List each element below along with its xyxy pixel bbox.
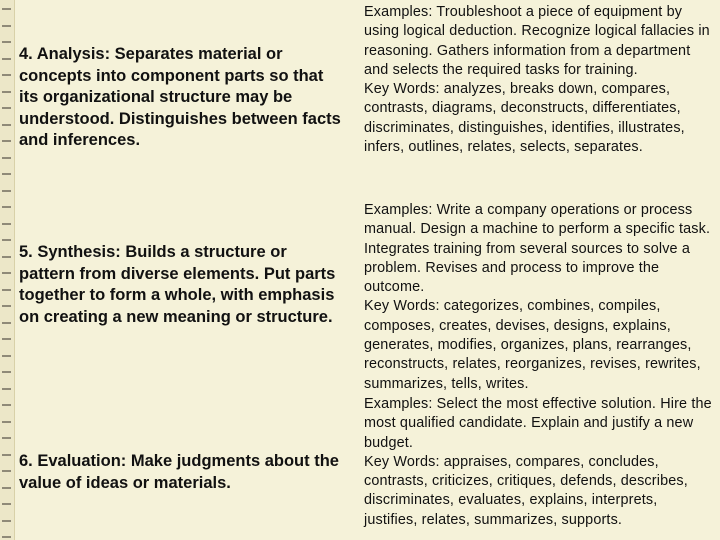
table-row bbox=[0, 197, 720, 395]
keywords-text: : analyzes, breaks down, compares, contrasts, diagrams, deconstructs, differentiates, discriminates, distinguishes, identifies, illustrates, infers, outlines, relates, selects, separates. bbox=[364, 81, 685, 156]
level-evaluation: 6. Evaluation: Make judgments about the value of ideas or materials. bbox=[19, 452, 339, 492]
examples-paragraph bbox=[364, 395, 712, 453]
examples-keywords-cell bbox=[364, 395, 712, 530]
examples-keywords-cell bbox=[364, 3, 712, 157]
table-row bbox=[0, 395, 720, 540]
level-synthesis: 5. Synthesis: Builds a structure or pattern from diverse elements. Put parts together to form a whole, with emphasis on creating a new meaning or structure. bbox=[19, 243, 336, 326]
examples-paragraph bbox=[364, 3, 712, 80]
examples-label: Examples bbox=[364, 202, 429, 218]
keywords-text: : categorizes, combines, compiles, composes, creates, devises, designs, explains, generates, modifies, organizes, plans, rearranges, reconstructs, relates, reorganizes, revises, rewrites, summarizes, tells, writes. bbox=[364, 298, 701, 392]
examples-keywords-cell bbox=[364, 201, 712, 394]
examples-label: Examples bbox=[364, 4, 429, 20]
examples-label: Examples bbox=[364, 396, 429, 412]
keywords-paragraph bbox=[364, 80, 712, 157]
keywords-label: Key Words bbox=[364, 81, 436, 98]
examples-paragraph bbox=[364, 201, 712, 297]
keywords-label: Key Words bbox=[364, 453, 436, 470]
examples-text: : Write a company operations or process manual. Design a machine to perform a specific task. Integrates training from several sources to solve a problem. Revises and process to improve the outcome. bbox=[364, 202, 711, 296]
keywords-paragraph bbox=[364, 297, 712, 393]
level-analysis: 4. Analysis: Separates material or concepts into component parts so that its organizational structure may be understood. Distinguishes between facts and inferences. bbox=[19, 45, 341, 150]
examples-text: : Select the most effective solution. Hire the most qualified candidate. Explain and justify a new budget. bbox=[364, 396, 712, 451]
keywords-text: : appraises, compares, concludes, contrasts, criticizes, critiques, defends, describes, discriminates, evaluates, explains, interprets, justifies, relates, summarizes, supports. bbox=[364, 453, 688, 528]
table-row bbox=[0, 0, 720, 197]
keywords-paragraph bbox=[364, 453, 712, 530]
keywords-label: Key Words bbox=[364, 298, 436, 315]
examples-text: : Troubleshoot a piece of equipment by using logical deduction. Recognize logical fallacies in reasoning. Gathers information from a department and selects the required tasks for training. bbox=[364, 4, 710, 78]
